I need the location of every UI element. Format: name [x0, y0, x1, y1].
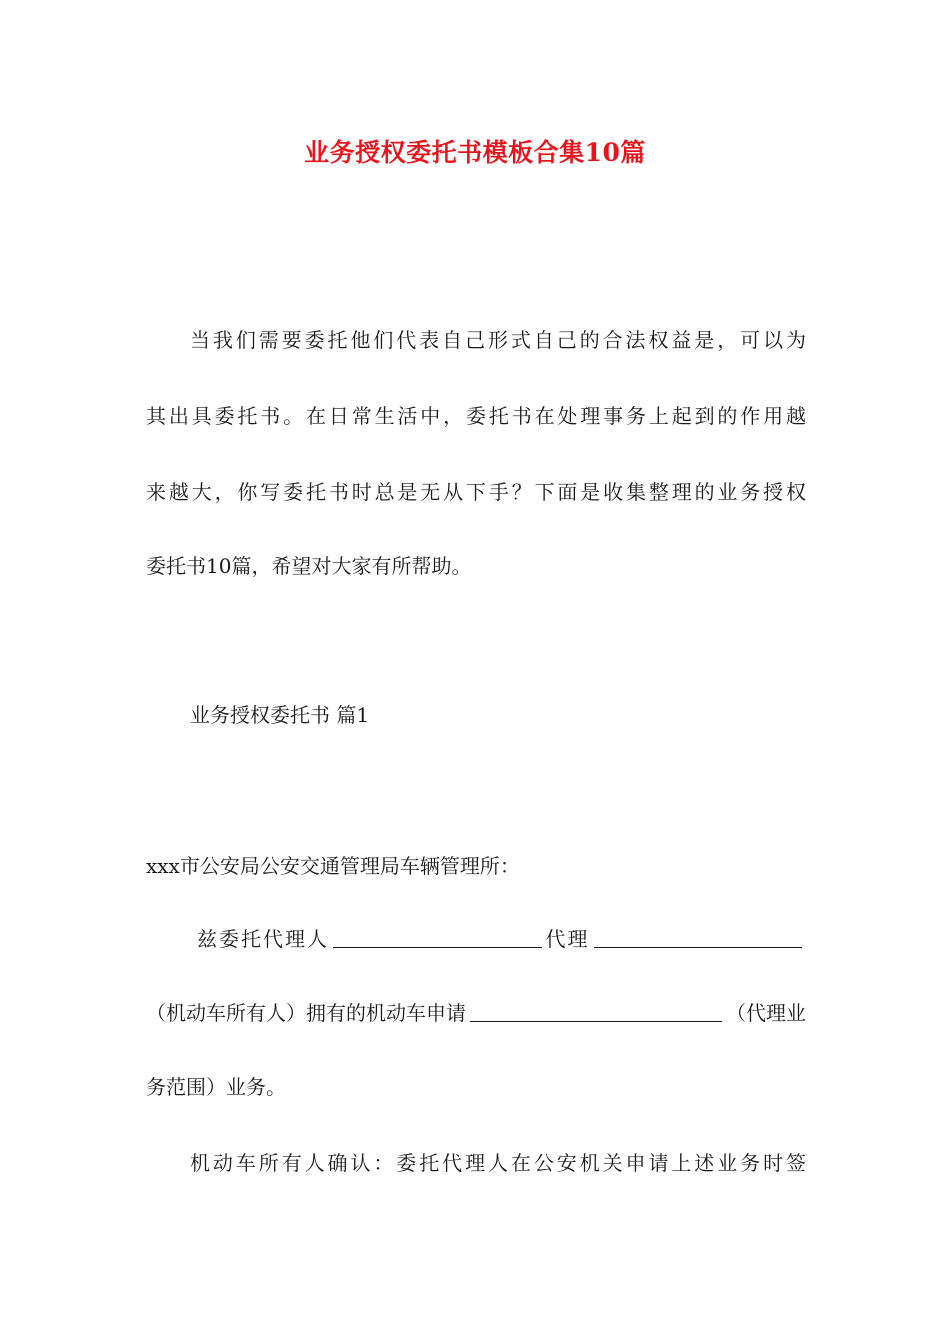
addressee: xxx市公安局公安交通管理局车辆管理所：: [146, 854, 520, 878]
agent-name-blank: [333, 927, 542, 948]
clause-line-3: 务范围）业务。: [146, 1075, 286, 1099]
intro-line-3: 来越大，你写委托书时总是无从下手？下面是收集整理的业务授权: [146, 480, 806, 504]
clause-text-owner: （机动车所有人）拥有的机动车申请: [146, 1001, 466, 1025]
intro-line-4: 委托书10篇，希望对大家有所帮助。: [146, 554, 472, 578]
intro-line-2: 其出具委托书。在日常生活中，委托书在处理事务上起到的作用越: [146, 404, 806, 428]
clause-line-1: [197, 924, 806, 954]
confirm-line: 机动车所有人确认：委托代理人在公安机关申请上述业务时签: [190, 1151, 806, 1175]
clause-text-delegate: 兹委托代理人: [197, 927, 329, 951]
owner-name-blank: [594, 927, 803, 948]
section-heading: 业务授权委托书 篇1: [190, 703, 370, 727]
clause-text-scope: （代理业: [726, 1001, 806, 1025]
clause-line-2: [146, 998, 806, 1028]
clause-text-proxy: 代理: [545, 927, 590, 951]
business-scope-blank: [470, 1001, 722, 1022]
intro-line-1: 当我们需要委托他们代表自己形式自己的合法权益是，可以为: [190, 328, 806, 352]
document-title: 业务授权委托书模板合集10篇: [304, 138, 646, 167]
